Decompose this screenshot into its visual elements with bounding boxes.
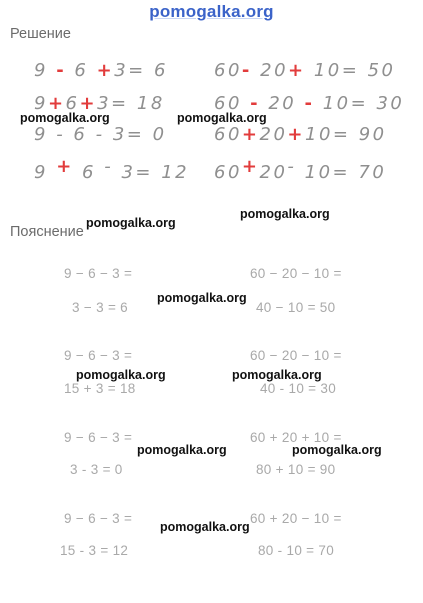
operator: -	[56, 124, 66, 145]
operand: 10	[322, 93, 351, 114]
operand: 3	[121, 162, 136, 183]
operand: 9	[34, 60, 48, 81]
operator: -	[304, 93, 315, 114]
operand: 6	[73, 124, 88, 145]
watermark: pomogalka.org	[157, 291, 247, 305]
explanation-left-line-2: 3 − 3 = 6	[72, 300, 128, 315]
operator: +	[241, 124, 260, 145]
operator: -	[95, 124, 105, 145]
operand: 20	[259, 162, 288, 183]
equals-sign: =	[111, 93, 129, 114]
result: 0	[152, 124, 167, 145]
result: 70	[358, 162, 387, 183]
operator: +	[79, 93, 98, 114]
explanation-right-line-1: 60 − 20 − 10 =	[250, 266, 342, 281]
solution-row-left-3	[34, 124, 167, 145]
explanation-right-line-2: 40 - 10 = 30	[260, 381, 337, 396]
explanation-heading: Пояснение	[10, 224, 84, 240]
operand: 60	[214, 93, 242, 114]
watermark: pomogalka.org	[240, 207, 330, 221]
equals-sign: =	[341, 60, 360, 81]
operator: +	[47, 93, 66, 114]
watermark: pomogalka.org	[232, 368, 322, 382]
watermark: pomogalka.org	[76, 368, 166, 382]
operand: 3	[114, 60, 129, 81]
solution-row-right-4	[214, 156, 386, 183]
operator: -	[56, 60, 67, 81]
operand: 6	[82, 162, 96, 183]
watermark: pomogalka.org	[137, 443, 227, 457]
operand: 60	[214, 60, 242, 81]
explanation-right-line-2: 80 + 10 = 90	[256, 462, 336, 477]
equals-sign: =	[332, 162, 351, 183]
operand: 60	[214, 124, 242, 145]
explanation-left-line-1: 9 − 6 − 3 =	[64, 430, 133, 445]
operand: 10	[305, 124, 333, 145]
solution-row-left-4	[34, 156, 189, 183]
operator: -	[104, 156, 114, 177]
operand: 9	[34, 124, 48, 145]
explanation-left-line-2: 3 - 3 = 0	[70, 462, 123, 477]
watermark: pomogalka.org	[160, 520, 250, 534]
operand: 20	[268, 93, 297, 114]
operand: 3	[112, 124, 127, 145]
solution-row-right-3	[214, 124, 387, 145]
explanation-right-line-2: 40 − 10 = 50	[256, 300, 336, 315]
watermark: pomogalka.org	[292, 443, 382, 457]
operator: +	[287, 124, 305, 145]
explanation-left-line-2: 15 + 3 = 18	[64, 381, 136, 396]
result: 18	[136, 93, 165, 114]
result: 50	[367, 60, 396, 81]
operand: 10	[304, 162, 333, 183]
equals-sign: =	[350, 93, 369, 114]
result: 30	[376, 93, 405, 114]
operand: 10	[313, 60, 342, 81]
explanation-right-line-1: 60 − 20 − 10 =	[250, 348, 342, 363]
result: 6	[153, 60, 168, 81]
equals-sign: =	[332, 124, 351, 145]
explanation-right-line-1: 60 + 20 − 10 =	[250, 511, 342, 526]
watermark: pomogalka.org	[177, 111, 267, 125]
result: 90	[358, 124, 387, 145]
explanation-left-line-1: 9 − 6 − 3 =	[64, 511, 133, 526]
explanation-right-line-2: 80 - 10 = 70	[258, 543, 335, 558]
operand: 6	[74, 60, 89, 81]
site-header-link[interactable]: pomogalka.org	[149, 2, 274, 21]
operator: +	[288, 60, 306, 81]
watermark: pomogalka.org	[86, 216, 176, 230]
explanation-left-line-1: 9 − 6 − 3 =	[64, 348, 133, 363]
solution-row-right-1	[214, 60, 396, 81]
explanation-left-line-1: 9 − 6 − 3 =	[64, 266, 133, 281]
equals-sign: =	[126, 124, 145, 145]
watermark: pomogalka.org	[20, 111, 110, 125]
solution-heading: Решение	[10, 26, 71, 42]
operand: 60	[214, 162, 242, 183]
operand: 3	[97, 93, 112, 114]
operand: 20	[260, 60, 289, 81]
operator: -	[287, 156, 297, 177]
result: 12	[161, 162, 190, 183]
operator: -	[241, 60, 252, 81]
explanation-right-line-1: 60 + 20 + 10 =	[250, 430, 342, 445]
operand: 9	[34, 93, 48, 114]
operator: +	[96, 60, 115, 81]
operator: -	[250, 93, 261, 114]
solution-row-left-1	[34, 60, 168, 81]
operand: 6	[65, 93, 80, 114]
operand: 20	[259, 124, 288, 145]
operand: 9	[34, 162, 48, 183]
explanation-left-line-2: 15 - 3 = 12	[60, 543, 129, 558]
equals-sign: =	[128, 60, 146, 81]
operator: +	[56, 156, 74, 177]
equals-sign: =	[135, 162, 153, 183]
operator: +	[241, 156, 260, 177]
